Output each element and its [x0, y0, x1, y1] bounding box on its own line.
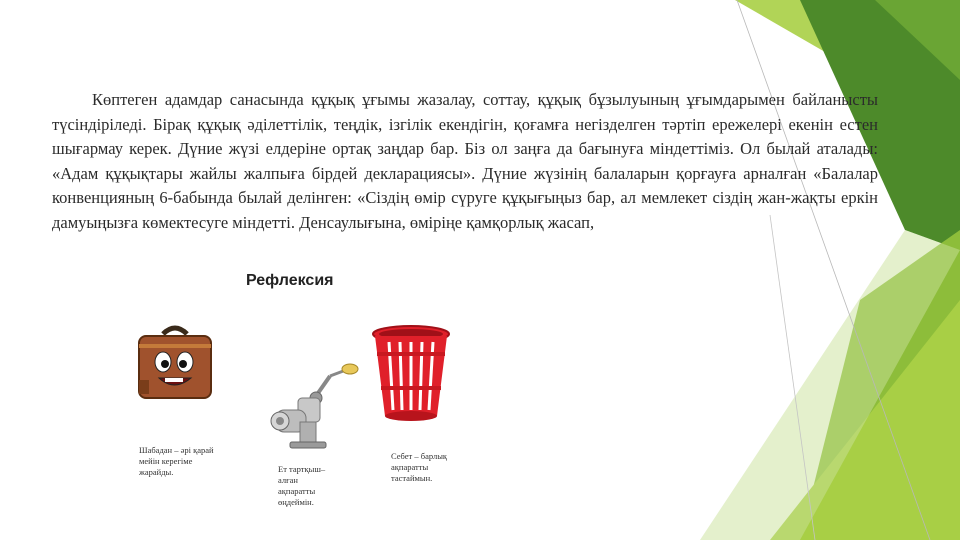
- body-paragraph: Көптеген адамдар санасында құқық ұғымы жазалау, соттау, құқық бұзылуының ұғымдарымен байланысты түсіндіріледі. Бірақ құқық әділеттілік, теңдік, ізгілік екендігін, қоғамға негізделген тәртіп ережелері екенін естен шығармау керек. Дүние жүзі елдеріне ортақ заңдар бар. Біз ол заңға да бағынуға міндеттіміз. Ол былай аталады: «Адам құқықтары жайлы жалпыға бірдей декларациясы». Дүние жүзінің балаларын қорғауға арналған «Балалар конвенцияның 6-бабында былай делінген: «Сіздің өмір сүруге құқығыңыз бар, ал мемлекет сіздің жан-жақты еркін дамуыңызға көмектесуге міндетті. Денсаулығына, өміріңе қамқорлық жасап,: [52, 90, 878, 232]
- suitcase-icon: [135, 322, 215, 402]
- meat-grinder-caption: Ет тартқыш– алған ақпаратты өңдеймін.: [278, 464, 326, 507]
- reflection-image: [133, 262, 468, 524]
- basket-icon: [369, 324, 453, 424]
- basket-caption: Себет – барлық ақпаратты тастаймын.: [391, 451, 448, 483]
- reflection-title: Рефлексия: [246, 272, 334, 289]
- suitcase-caption: Шабадан – әрі қарай мейін керегіме жарайды.: [139, 445, 214, 477]
- meat-grinder-icon: [268, 360, 363, 460]
